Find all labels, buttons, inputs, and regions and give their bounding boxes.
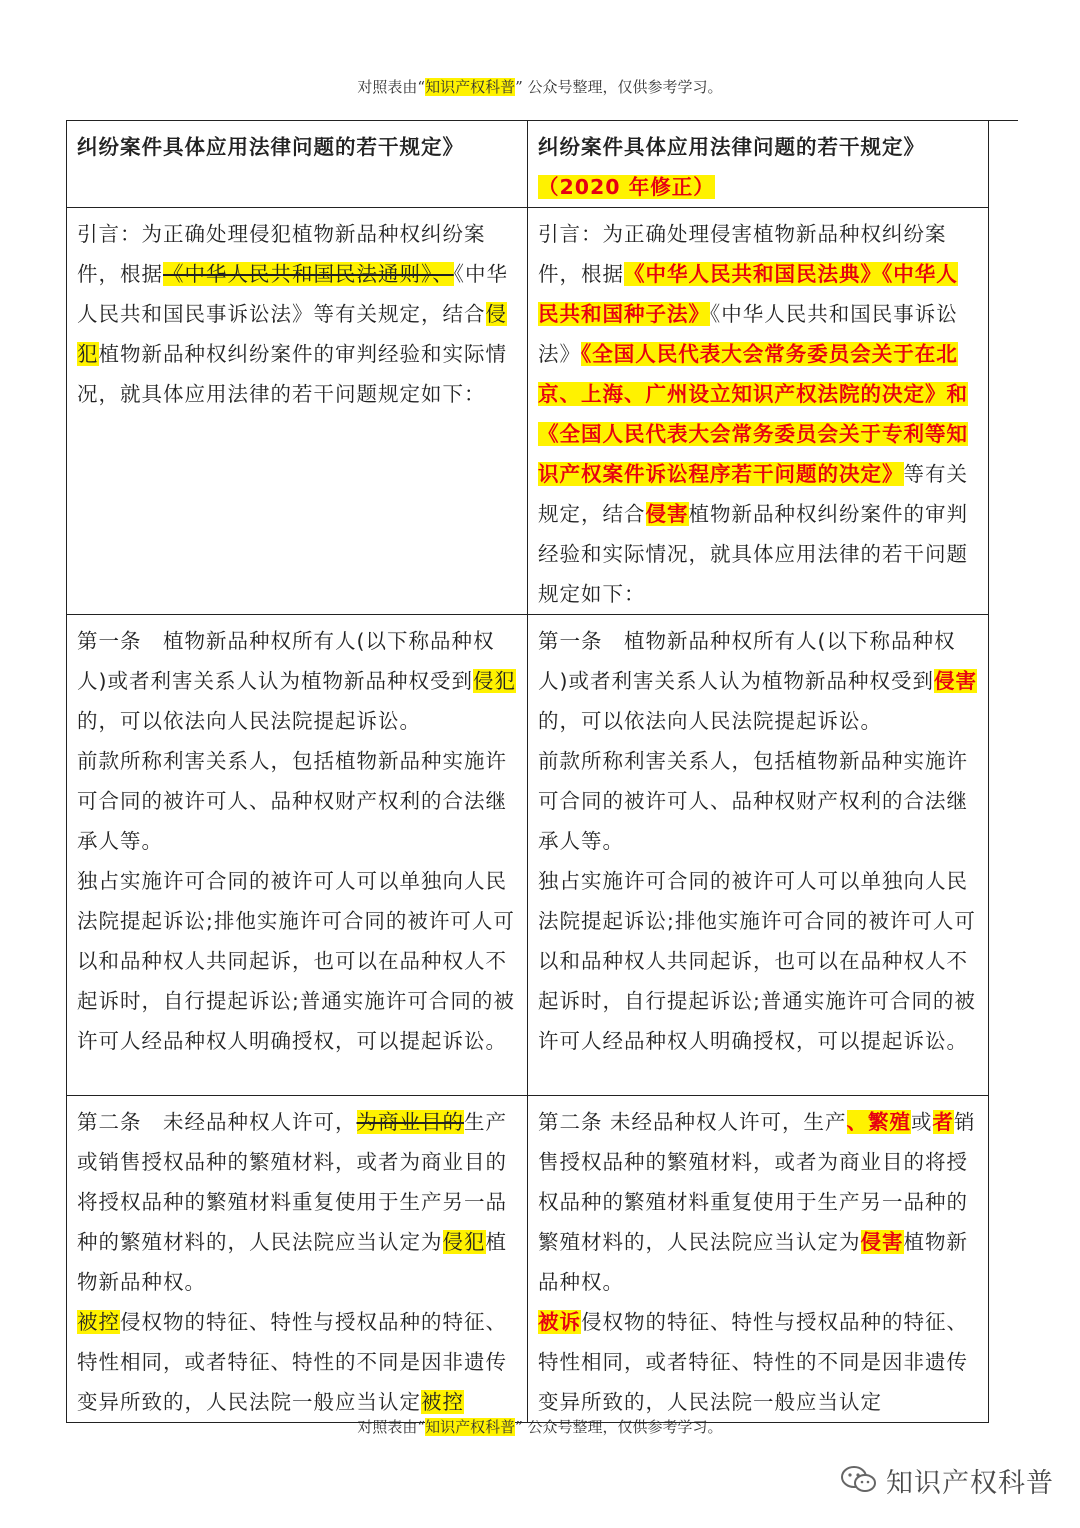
article1-right-p1 (538, 621, 978, 741)
caption-text: 对照表由“ (357, 78, 426, 96)
article2-left-highlight: 被控 (77, 1310, 120, 1334)
article2-text: 第二条 未经品种权人许可， (77, 1110, 357, 1134)
article1-left-p3: 独占实施许可合同的被许可人可以单独向人民法院提起诉讼;排他实施许可合同的被许可人可以和品种权人共同起诉，也可以在品种权人不起诉时，自行提起诉讼;普通实施许可合同的被许可人经品种权人明确授权，可以提起诉讼。 (77, 869, 515, 1053)
article2-text: 植物新品种权。 (538, 1230, 968, 1294)
article1-left-highlight: 侵犯 (473, 669, 516, 693)
article2-text: 销售授权品种的繁殖材料，或者为商业目的将授权品种的繁殖材料重复使用于生产另一品种的繁殖材料的，人民法院应当认定为 (538, 1110, 976, 1254)
intro-left-text: 引言：为正确处理侵犯植物新品种权纠纷案件，根据 (77, 222, 486, 286)
article1-left (67, 615, 528, 1096)
caption-highlight: 知识产权科普 (425, 1418, 516, 1436)
table-row-article-1 (67, 615, 989, 1096)
article2-right-p1 (538, 1102, 978, 1302)
header-left-text: 纠纷案件具体应用法律问题的若干规定》 (77, 135, 464, 159)
table-row-header (67, 121, 989, 208)
article1-text: 第一条 植物新品种权所有人(以下称品种权人)或者利害关系人认为植物新品种权受到 (538, 629, 956, 693)
article2-text: 第二条 未经品种权人许可，生产 (538, 1110, 847, 1134)
article2-left-highlight: 侵犯 (442, 1230, 486, 1254)
header-left (67, 121, 528, 208)
caption-text: ” 公众号整理，仅供参考学习。 (515, 78, 723, 96)
intro-right-red: 《全国人民代表大会常务委员会关于在北京、上海、广州设立知识产权法院的决定》和《全国人民代表大会常务委员会关于专利等知识产权案件诉讼程序若干问题的决定》 (538, 342, 968, 486)
table-row-article-2 (67, 1096, 989, 1423)
article2-text: 植物新品种权。 (77, 1230, 507, 1294)
article1-left-p2: 前款所称利害关系人，包括植物新品种实施许可合同的被许可人、品种权财产权利的合法继承人等。 (77, 749, 507, 853)
header-right (528, 121, 989, 208)
article2-right-red: 、繁殖 (846, 1110, 912, 1134)
intro-right-red: 《中华人民共和国民法典》《中华人民共和国种子法》 (538, 262, 958, 326)
intro-right-red: 侵害 (645, 502, 689, 526)
article2-text: 侵权物的特征、特性与授权品种的特征、特性相同，或者特征、特性的不同是因非遗传变异所致的，人民法院一般应当认定 (77, 1310, 507, 1414)
article2-text: 生产或销售授权品种的繁殖材料，或者为商业目的将授权品种的繁殖材料重复使用于生产另一品种的繁殖材料的，人民法院应当认定为 (77, 1110, 507, 1254)
intro-left (67, 208, 528, 615)
caption-text: 对照表由“ (357, 1418, 426, 1436)
header-right-text: 纠纷案件具体应用法律问题的若干规定》 (538, 135, 925, 159)
article2-left-strike: 为商业目的 (356, 1110, 464, 1134)
wechat-watermark (840, 1460, 1054, 1500)
article2-left-p1 (77, 1102, 517, 1302)
article2-right-red: 侵害 (860, 1230, 904, 1254)
article2-right-red: 被诉 (538, 1310, 581, 1334)
caption-text: ” 公众号整理，仅供参考学习。 (515, 1418, 723, 1436)
wechat-icon (840, 1464, 878, 1496)
article1-right (528, 615, 989, 1096)
article2-right-red: 者 (932, 1110, 955, 1134)
article1-text: 的，可以依法向人民法院提起诉讼。 (538, 709, 882, 733)
article2-left-p2 (77, 1302, 517, 1422)
article1-text: 第一条 植物新品种权所有人(以下称品种权人)或者利害关系人认为植物新品种权受到 (77, 629, 495, 693)
watermark-text: 知识产权科普 (886, 1467, 1054, 1499)
intro-left-text: 植物新品种权纠纷案件的审判经验和实际情况，就具体应用法律的若干问题规定如下： (77, 342, 507, 406)
intro-right-text: 《中华人民共和国民事诉讼法》 (538, 302, 958, 366)
intro-left-text: 《中华人民共和国民事诉讼法》等有关规定，结合 (77, 262, 508, 326)
article2-left-highlight: 被控 (421, 1390, 464, 1414)
article1-right-p2: 前款所称利害关系人，包括植物新品种实施许可合同的被许可人、品种权财产权利的合法继承人等。 (538, 749, 968, 853)
article1-right-red: 侵害 (934, 669, 977, 693)
article1-text: 的，可以依法向人民法院提起诉讼。 (77, 709, 421, 733)
header-right-red: （2020 年修正） (538, 175, 715, 199)
intro-right-text: 引言：为正确处理侵害植物新品种权纠纷案件，根据 (538, 222, 947, 286)
table-row-intro (67, 208, 989, 615)
intro-right-text: 植物新品种权纠纷案件的审判经验和实际情况，就具体应用法律的若干问题规定如下： (538, 502, 968, 606)
comparison-table (66, 120, 989, 1423)
article1-left-p1 (77, 621, 517, 741)
caption-highlight: 知识产权科普 (425, 78, 516, 96)
intro-right (528, 208, 989, 615)
intro-left-strike: 《中华人民共和国民法通则》、 (163, 262, 454, 286)
article2-text: 或 (911, 1110, 933, 1134)
article2-left (67, 1096, 528, 1423)
top-caption (0, 76, 1080, 97)
intro-left-highlight: 侵犯 (77, 302, 507, 366)
intro-right-text: 等有关规定，结合 (538, 462, 968, 526)
article2-right-p2 (538, 1302, 978, 1422)
article2-right (528, 1096, 989, 1423)
bottom-caption (0, 1416, 1080, 1437)
article1-right-p3: 独占实施许可合同的被许可人可以单独向人民法院提起诉讼;排他实施许可合同的被许可人可以和品种权人共同起诉，也可以在品种权人不起诉时，自行提起诉讼;普通实施许可合同的被许可人经品种权人明确授权，可以提起诉讼。 (538, 869, 976, 1053)
article2-text: 侵权物的特征、特性与授权品种的特征、特性相同，或者特征、特性的不同是因非遗传变异所致的，人民法院一般应当认定 (538, 1310, 968, 1414)
